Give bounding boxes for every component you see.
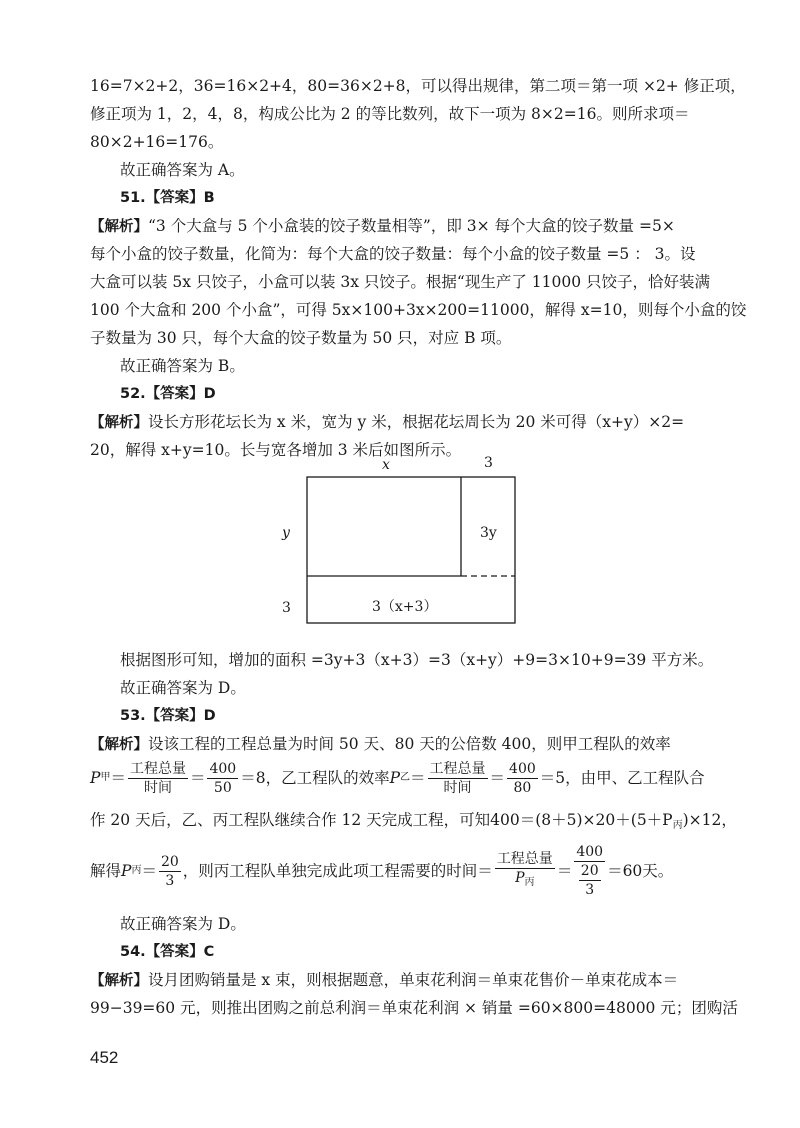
rectangle-figure: [0, 455, 800, 635]
text-line: 子数量为 30 只，每个大盒的饺子数量为 50 只，对应 B 项。: [90, 329, 512, 347]
answer-heading-51: 51.【答案】B: [120, 190, 215, 206]
analysis-line: [90, 412, 730, 433]
label-3y: 3y: [480, 525, 497, 541]
text-line: 16=7×2+2，36=16×2+4，80=36×2+8，可以得出规律，第二项＝第一项 ×2+ 修正项，: [90, 77, 746, 95]
page-number: 452: [90, 1048, 119, 1067]
answer-heading-52: 52.【答案】D: [120, 386, 216, 402]
fraction: $\frac{\text{工程总量}}{\text{时间}}$: [429, 760, 486, 796]
analysis-text: “3 个大盒与 5 个小盒装的饺子数量相等”，即 3× 每个大盒的饺子数量 =5×: [148, 217, 675, 235]
fraction: $\frac{\text{工程总量}}{\text{时间}}$: [129, 760, 186, 796]
text-line: 根据图形可知，增加的面积 =3y+3（x+3）=3（x+y）+9=3×10+9=39 平方米。: [120, 651, 714, 669]
analysis-tag: 【解析】: [90, 219, 148, 235]
label-y: y: [282, 525, 290, 541]
answer-conclusion: 故正确答案为 A。: [120, 161, 245, 179]
subscript: 甲: [100, 772, 111, 783]
analysis-tag: 【解析】: [90, 415, 148, 431]
text-line: 80×2+16=176。: [90, 133, 224, 151]
text-line: 作 20 天后，乙、丙工程队继续合作 12 天完成工程，可知$400=(8+5)\times 20+(5+P_丙)\times 12$，: [90, 811, 737, 831]
subscript: 丙: [672, 820, 683, 831]
fraction: $\frac{20}{3}$: [160, 853, 179, 889]
p-symbol: P: [389, 769, 401, 787]
analysis-line: [90, 734, 730, 755]
text-line: 修正项为 1，2，4，8，构成公比为 2 的等比数列，故下一项为 8×2=16。则所求项＝: [90, 105, 690, 123]
p-symbol: P: [90, 769, 101, 787]
label-3x3: 3（x+3）: [372, 599, 438, 615]
analysis-line: [90, 970, 730, 991]
text-line: 大盒可以装 5x 只饺子，小盒可以装 3x 只饺子。根据“现生产了 11000 只饺子，恰好装满: [90, 273, 711, 291]
answer-conclusion: 故正确答案为 B。: [120, 357, 245, 375]
analysis-tag: 【解析】: [90, 737, 148, 753]
text: ＝5，由甲、乙工程队合: [539, 769, 705, 787]
text-line: 20，解得 x+y=10。长与宽各增加 3 米后如图所示。: [90, 441, 462, 459]
answer-conclusion: 故正确答案为 D。: [120, 679, 246, 697]
analysis-tag: 【解析】: [90, 973, 148, 989]
answer-heading-53: 53.【答案】D: [120, 708, 216, 724]
label-top-3: 3: [484, 455, 493, 471]
fraction: $\frac{\text{工程总量}}{P_丙}$: [496, 851, 553, 888]
label-left-3: 3: [282, 600, 291, 616]
text-line: 每个小盒的饺子数量，化简为：每个大盒的饺子数量：每个小盒的饺子数量 =5 ： 3。设: [90, 245, 696, 263]
analysis-line: [90, 216, 730, 237]
analysis-text: 设该工程的工程总量为时间 50 天、80 天的公倍数 400，则甲工程队的效率: [148, 735, 671, 753]
label-x: x: [382, 457, 390, 473]
text: ＝8，乙工程队的效率: [240, 769, 390, 787]
answer-heading-54: 54.【答案】C: [120, 944, 215, 960]
formula-line: P 甲 ＝ $\frac{\text{工程总量}}{\text{时间}}$ ＝ $\frac{400}{50}$ ＝8，乙工程队的效率 P 乙 ＝ $\frac{\text{工程总量}}{\text{时间}}$ ＝ $\frac{400}{80}$ ＝5，由甲、乙工程队合: [90, 760, 705, 796]
answer-conclusion: 故正确答案为 D。: [120, 915, 246, 933]
text-line: 100 个大盒和 200 个小盒”，可得 5x×100+3x×200=11000，解得 x=10，则每个小盒的饺: [90, 301, 747, 319]
formula-line: 解得 P 丙 ＝ $\frac{20}{3}$ ，则丙工程队单独完成此项工程需要的时间＝ $\frac{\text{工程总量}}{P_丙}$ ＝ $\frac{400}{\frac{20}{3}}$ ＝60天。: [90, 844, 674, 898]
text-line: 99−39=60 元，则推出团购之前总利润＝单束花利润 × 销量 =60×800=48000 元；团购活: [90, 999, 738, 1017]
fraction: $\frac{400}{\frac{20}{3}}$: [576, 844, 604, 898]
fraction: $\frac{400}{50}$: [209, 760, 237, 796]
subscript: 乙: [400, 772, 411, 783]
analysis-text: 设长方形花坛长为 x 米，宽为 y 米，根据花坛周长为 20 米可得（x+y）×2=: [148, 413, 685, 431]
fraction: $\frac{400}{80}$: [509, 760, 536, 796]
analysis-text: 设月团购销量是 x 束，则根据题意，单束花利润＝单束花售价－单束花成本＝: [148, 971, 679, 989]
